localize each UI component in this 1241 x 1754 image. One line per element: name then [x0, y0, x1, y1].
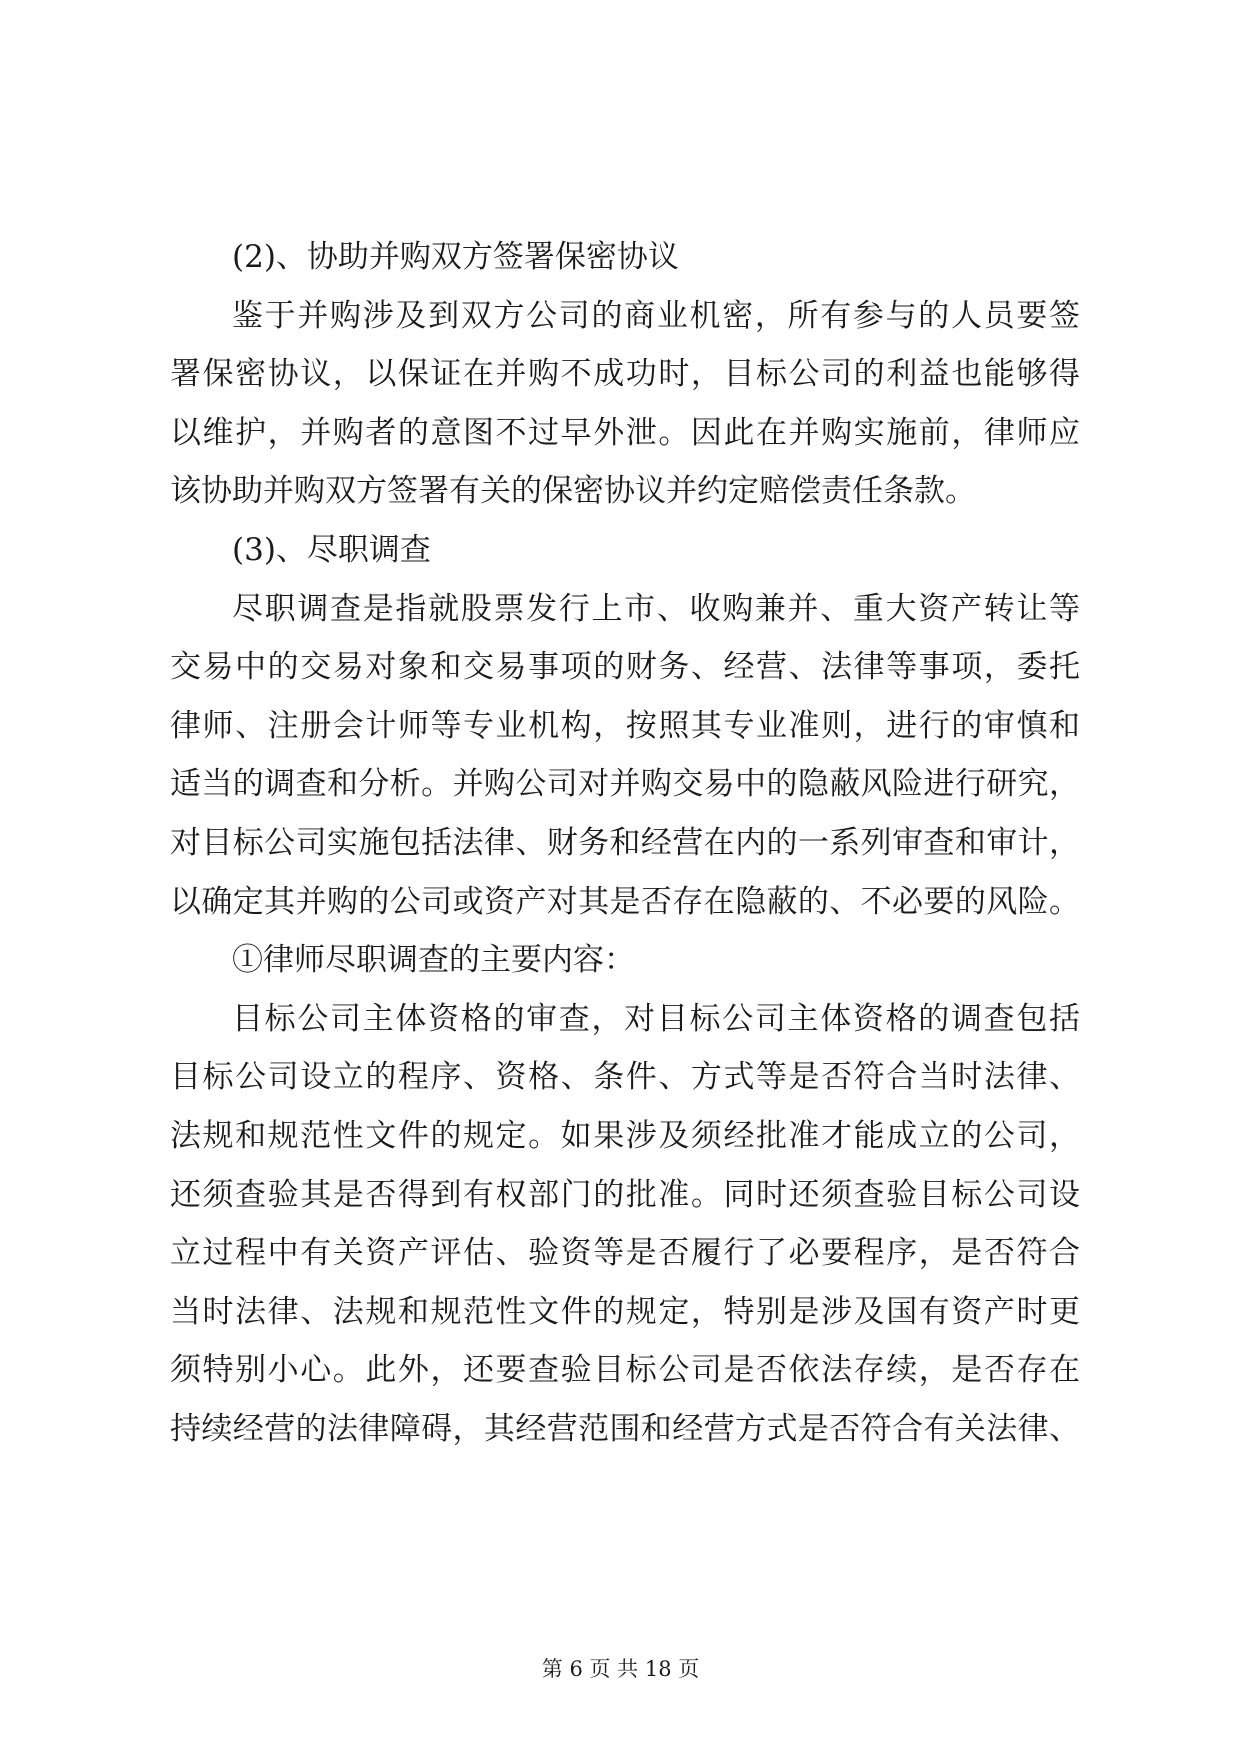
paragraph-line: 持续经营的法律障碍，其经营范围和经营方式是否符合有关法律、 — [170, 1410, 1080, 1447]
document-body — [170, 228, 1080, 1458]
paragraph-line: 署保密协议，以保证在并购不成功时，目标公司的利益也能够得 — [170, 356, 1080, 393]
paragraph-line: 交易中的交易对象和交易事项的财务、经营、法律等事项，委托 — [170, 649, 1080, 686]
paragraph-line: 还须查验其是否得到有权部门的批准。同时还须查验目标公司设 — [170, 1176, 1080, 1213]
paragraph-line: 须特别小心。此外，还要查验目标公司是否依法存续，是否存在 — [170, 1352, 1080, 1389]
paragraph-line: 律师、注册会计师等专业机构，按照其专业准则，进行的审慎和 — [170, 707, 1080, 744]
subsection-heading: ①律师尽职调查的主要内容： — [232, 942, 635, 979]
page-number-footer: 第 6 页 共 18 页 — [541, 1657, 700, 1681]
paragraph-line: 目标公司设立的程序、资格、条件、方式等是否符合当时法律、 — [170, 1059, 1080, 1096]
paragraph-line: 适当的调查和分析。并购公司对并购交易中的隐蔽风险进行研究， — [170, 766, 1080, 803]
paragraph-line: 目标公司主体资格的审查，对目标公司主体资格的调查包括 — [232, 1000, 1080, 1037]
paragraph-line: 鉴于并购涉及到双方公司的商业机密，所有参与的人员要签 — [232, 297, 1080, 334]
section-heading-3: (3)、尽职调查 — [232, 531, 431, 568]
paragraph-line: 当时法律、法规和规范性文件的规定，特别是涉及国有资产时更 — [170, 1293, 1080, 1330]
paragraph-line: 以确定其并购的公司或资产对其是否存在隐蔽的、不必要的风险。 — [170, 883, 1080, 920]
paragraph-line: 尽职调查是指就股票发行上市、收购兼并、重大资产转让等 — [232, 590, 1080, 627]
paragraph-line: 立过程中有关资产评估、验资等是否履行了必要程序，是否符合 — [170, 1235, 1080, 1272]
paragraph-line: 对目标公司实施包括法律、财务和经营在内的一系列审查和审计， — [170, 824, 1080, 861]
paragraph-line: 法规和规范性文件的规定。如果涉及须经批准才能成立的公司， — [170, 1117, 1080, 1154]
section-heading-2: (2)、协助并购双方签署保密协议 — [232, 239, 679, 275]
paragraph-line: 以维护，并购者的意图不过早外泄。因此在并购实施前，律师应 — [170, 414, 1080, 451]
paragraph-line: 该协助并购双方签署有关的保密协议并约定赔偿责任条款。 — [170, 473, 976, 510]
